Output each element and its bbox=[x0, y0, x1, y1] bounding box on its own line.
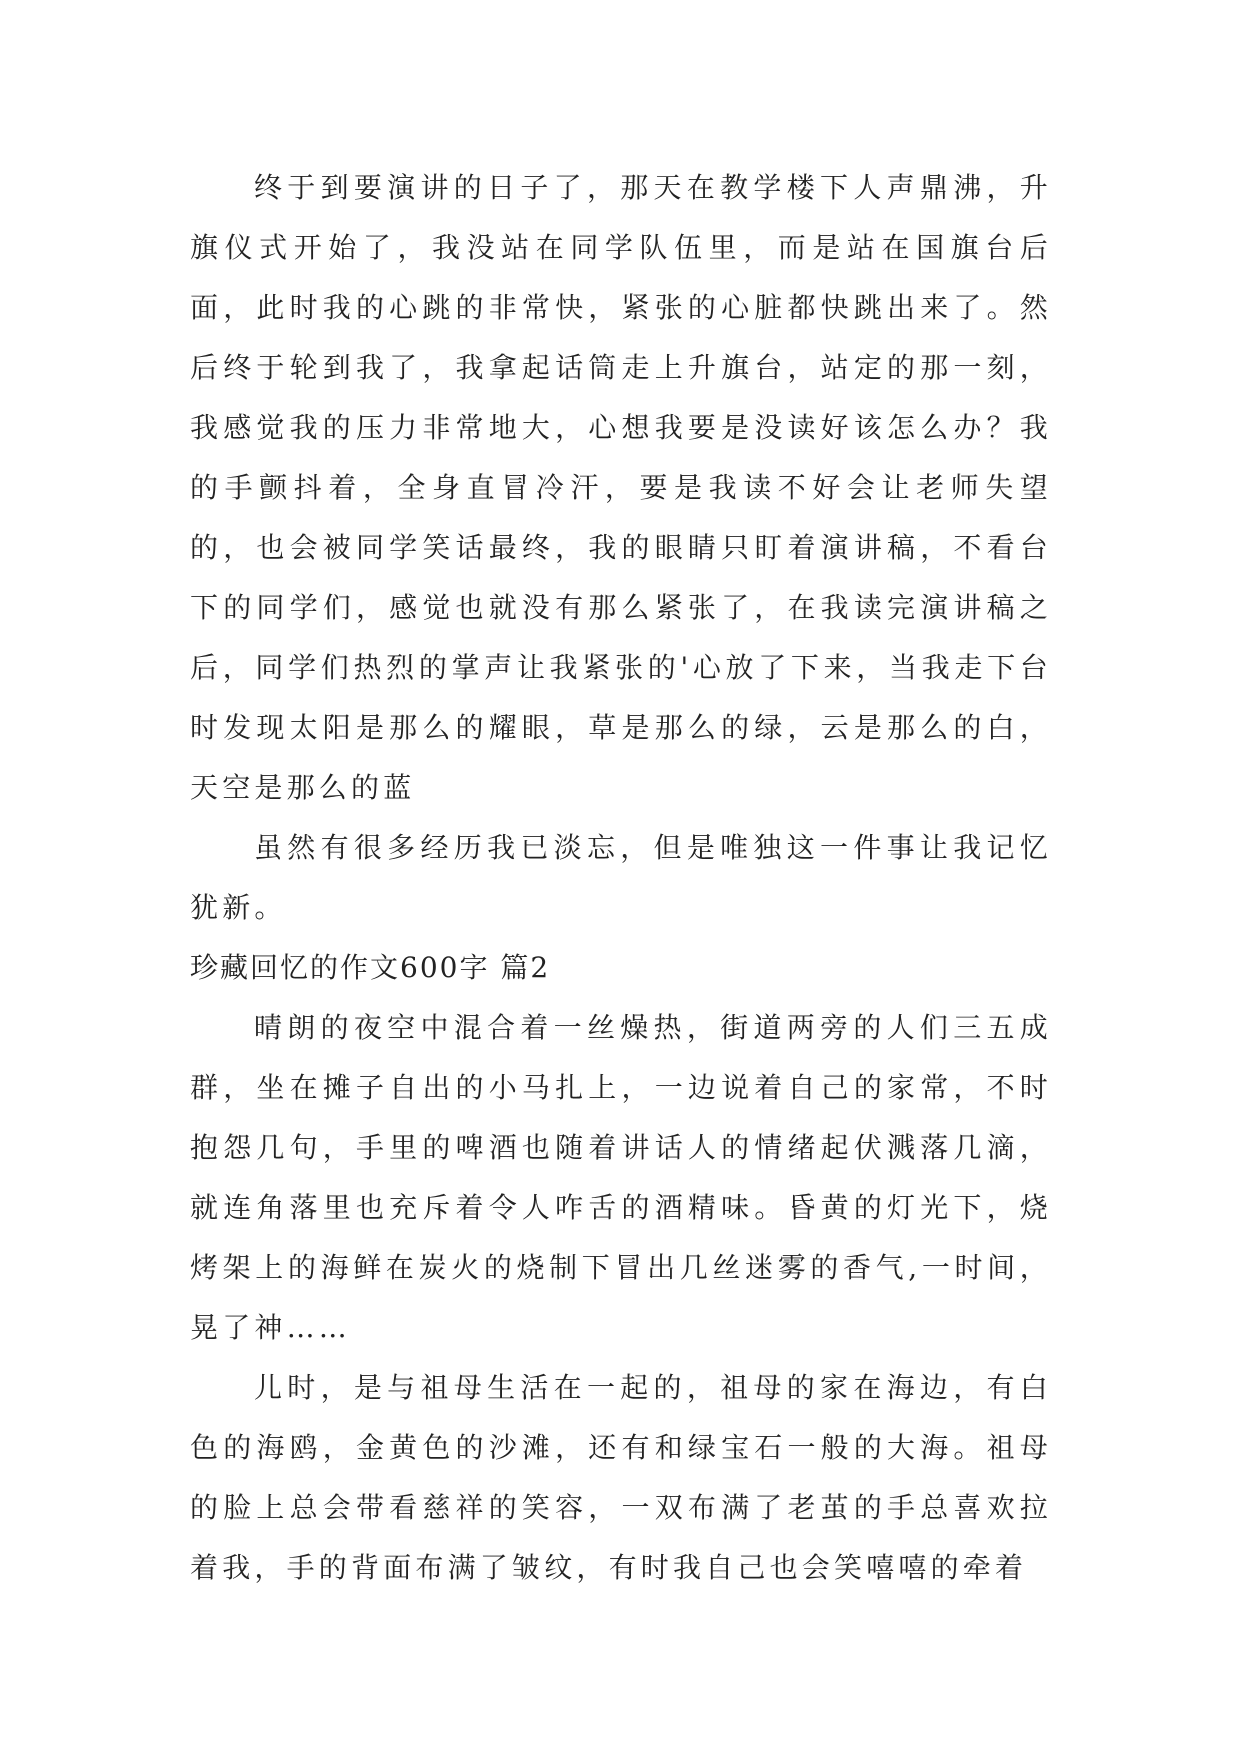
document-body bbox=[190, 158, 1052, 1598]
paragraph-grandmother: 儿时，是与祖母生活在一起的，祖母的家在海边，有白色的海鸥，金黄色的沙滩，还有和绿宝石一般的大海。祖母的脸上总会带看慈祥的笑容，一双布满了老茧的手总喜欢拉着我，手的背面布满了皱纹，有时我自己也会笑嘻嘻的牵着 bbox=[190, 1371, 1052, 1584]
section-heading: 珍藏回忆的作文600字 篇2 bbox=[190, 951, 551, 984]
paragraph-night-sky: 晴朗的夜空中混合着一丝燥热，街道两旁的人们三五成群，坐在摊子自出的小马扎上，一边说着自己的家常，不时抱怨几句，手里的啤酒也随着讲话人的情绪起伏溅落几滴，就连角落里也充斥着令人咋舌的酒精味。昏黄的灯光下，烧烤架上的海鲜在炭火的烧制下冒出几丝迷雾的香气,一时间，晃了神…… bbox=[190, 1011, 1052, 1344]
paragraph-memory-fresh: 虽然有很多经历我已淡忘，但是唯独这一件事让我记忆犹新。 bbox=[190, 831, 1052, 924]
paragraph-speech-day: 终于到要演讲的日子了，那天在教学楼下人声鼎沸，升旗仪式开始了，我没站在同学队伍里，而是站在国旗台后面，此时我的心跳的非常快，紧张的心脏都快跳出来了。然后终于轮到我了，我拿起话筒走上升旗台，站定的那一刻，我感觉我的压力非常地大，心想我要是没读好该怎么办？我的手颤抖着，全身直冒冷汗，要是我读不好会让老师失望的，也会被同学笑话最终，我的眼睛只盯着演讲稿，不看台下的同学们，感觉也就没有那么紧张了，在我读完演讲稿之后，同学们热烈的掌声让我紧张的'心放了下来，当我走下台时发现太阳是那么的耀眼，草是那么的绿，云是那么的白，天空是那么的蓝 bbox=[190, 171, 1052, 804]
